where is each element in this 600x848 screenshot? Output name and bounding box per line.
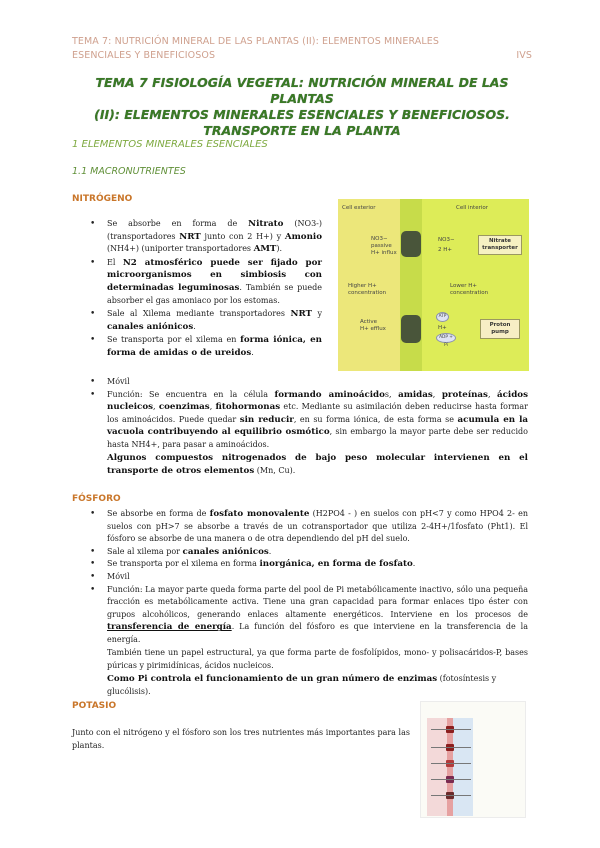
section-heading: 1 ELEMENTOS MINERALES ESENCIALES — [72, 139, 268, 150]
passive-label: passive — [371, 243, 392, 249]
header-initials: IVS — [516, 50, 532, 61]
header-line-2: ESENCIALES Y BENEFICIOSOS — [72, 50, 216, 61]
higher-concentration-label: concentration — [348, 290, 387, 296]
cytosol-region — [427, 718, 447, 816]
membrane-region — [400, 199, 422, 371]
fosforo-enzyme-note: Como Pi controla el funcionamiento de un gran número de enzimas (fotosíntesis y glucólisis). — [107, 674, 497, 696]
two-h-label: 2 H+ — [438, 247, 452, 253]
potasio-text: Junto con el nitrógeno y el fósforo son los tres nutrientes más importantes para las plantas. — [72, 728, 410, 750]
nitrogeno-list-bottom — [90, 376, 528, 452]
fosforo-heading: FÓSFORO — [72, 494, 121, 504]
potasio-heading: POTASIO — [72, 701, 117, 711]
title-line-1: TEMA 7 FISIOLOGÍA VEGETAL: NUTRICIÓN MINERAL DE LAS PLANTAS — [95, 75, 509, 106]
list-item: • Función: La mayor parte queda forma parte del pool de Pi metabólicamente inactivo, sólo una pequeña fracción es metabólicamente activa. Tiene una gran capacidad para formar enlaces tipo éster con grupos alcohólicos, generando enlaces altamente energéticos. Interviene en los procesos de transferencia de energía. La función del fósforo es que interviene en la transferencia de la energía. — [90, 584, 528, 647]
atp-molecule: ATP — [436, 312, 449, 322]
h-efflux-label: H+ efflux — [360, 326, 386, 332]
list-item: • Sale al Xilema mediante transportadores NRT y canales aniónicos. — [90, 308, 322, 333]
no3-right-label: NO3− — [438, 237, 455, 243]
list-item: • Función: Se encuentra en la célula formando aminoácidos, amidas, proteínas, ácidos nucleicos, coenzimas, fitohormonas etc. Mediante su asimilación deben reducirse hasta formar los aminoácidos. Puede quedar sin reducir, en su forma iónica, de esta forma se acumula en la vacuola contribuyendo al equilibrio osmótico, sin embargo la mayor parte debe ser reducido hasta NH4+, para pasar a aminoácidos. — [90, 389, 528, 452]
title-line-3: TRANSPORTE EN LA PLANTA — [203, 123, 401, 138]
proton-pump-box: Proton pump — [480, 319, 520, 339]
list-item: • Se transporta por el xilema en forma iónica, en forma de amidas o de ureidos. — [90, 334, 322, 359]
fosforo-list — [90, 508, 528, 647]
list-item: • Se transporta por el xilema en forma inorgánica, en forma de fosfato. — [90, 558, 528, 571]
flux-arrow — [431, 747, 471, 748]
flux-arrow — [431, 729, 471, 730]
nitrogeno-heading: NITRÓGENO — [72, 194, 133, 204]
active-label: Active — [360, 319, 378, 325]
list-item: • Móvil — [90, 571, 528, 584]
tonoplast-region — [453, 718, 473, 816]
title-line-2: (II): ELEMENTOS MINERALES ESENCIALES Y BENEFICIOSOS. — [94, 107, 510, 122]
adp-molecule: ADP + Pi — [436, 333, 456, 343]
nitrate-transporter-protein — [401, 231, 421, 257]
proton-pump-protein — [401, 315, 421, 343]
header-line-1: TEMA 7: NUTRICIÓN MINERAL DE LAS PLANTAS (II): ELEMENTOS MINERALES — [72, 36, 439, 47]
nitrogeno-list-top — [90, 218, 322, 360]
list-item: • Móvil — [90, 376, 528, 389]
lower-concentration-label: concentration — [450, 290, 489, 296]
cell-exterior-label: Cell exterior — [342, 205, 376, 211]
potassium-transport-figure — [420, 701, 526, 818]
list-item: • Se absorbe en forma de Nitrato (NO3-) (transportadores NRT junto con 2 H+) y Amonio (NH4+) (uniporter transportadores AMT). — [90, 218, 322, 256]
nitrogeno-note: Algunos compuestos nitrogenados de bajo peso molecular intervienen en el transporte de otros elementos (Mn, Cu). — [107, 453, 528, 476]
lower-h-label: Lower H+ — [450, 283, 477, 289]
nitrate-transporter-box: Nitrate transporter — [478, 235, 522, 255]
h-influx-label: H+ influx — [371, 250, 397, 256]
flux-arrow — [431, 795, 471, 796]
fosforo-structural-note: También tiene un papel estructural, ya que forma parte de fosfolípidos, mono- y polisacáridos-P, bases púricas y pirimidínicas, ácidos nucleicos. — [107, 648, 528, 670]
nitrate-transport-figure — [338, 199, 529, 371]
list-item: • Se absorbe en forma de fosfato monovalente (H2PO4 - ) en suelos con pH<7 y como HPO4 2- en suelos con pH>7 se absorbe a través de un cotransportador que utiliza 2-4H+/1fosfato (Pht1). El fósforo se absorbe de una manera o de otra dependiendo del pH del suelo. — [90, 508, 528, 546]
h-plus-label: H+ — [438, 325, 447, 331]
higher-h-label: Higher H+ — [348, 283, 377, 289]
page-header — [72, 35, 532, 63]
document-title — [72, 75, 532, 139]
flux-arrow — [431, 779, 471, 780]
flux-arrow — [431, 763, 471, 764]
cell-interior-label: Cell interior — [456, 205, 488, 211]
list-item: • Sale al xilema por canales aniónicos. — [90, 546, 528, 559]
no3-left-label: NO3− — [371, 236, 388, 242]
list-item: • El N2 atmosférico puede ser fijado por microorganismos en simbiosis con determinadas leguminosas. También se puede absorber el gas amoniaco por los estomas. — [90, 257, 322, 307]
subsection-heading: 1.1 MACRONUTRIENTES — [72, 166, 186, 177]
